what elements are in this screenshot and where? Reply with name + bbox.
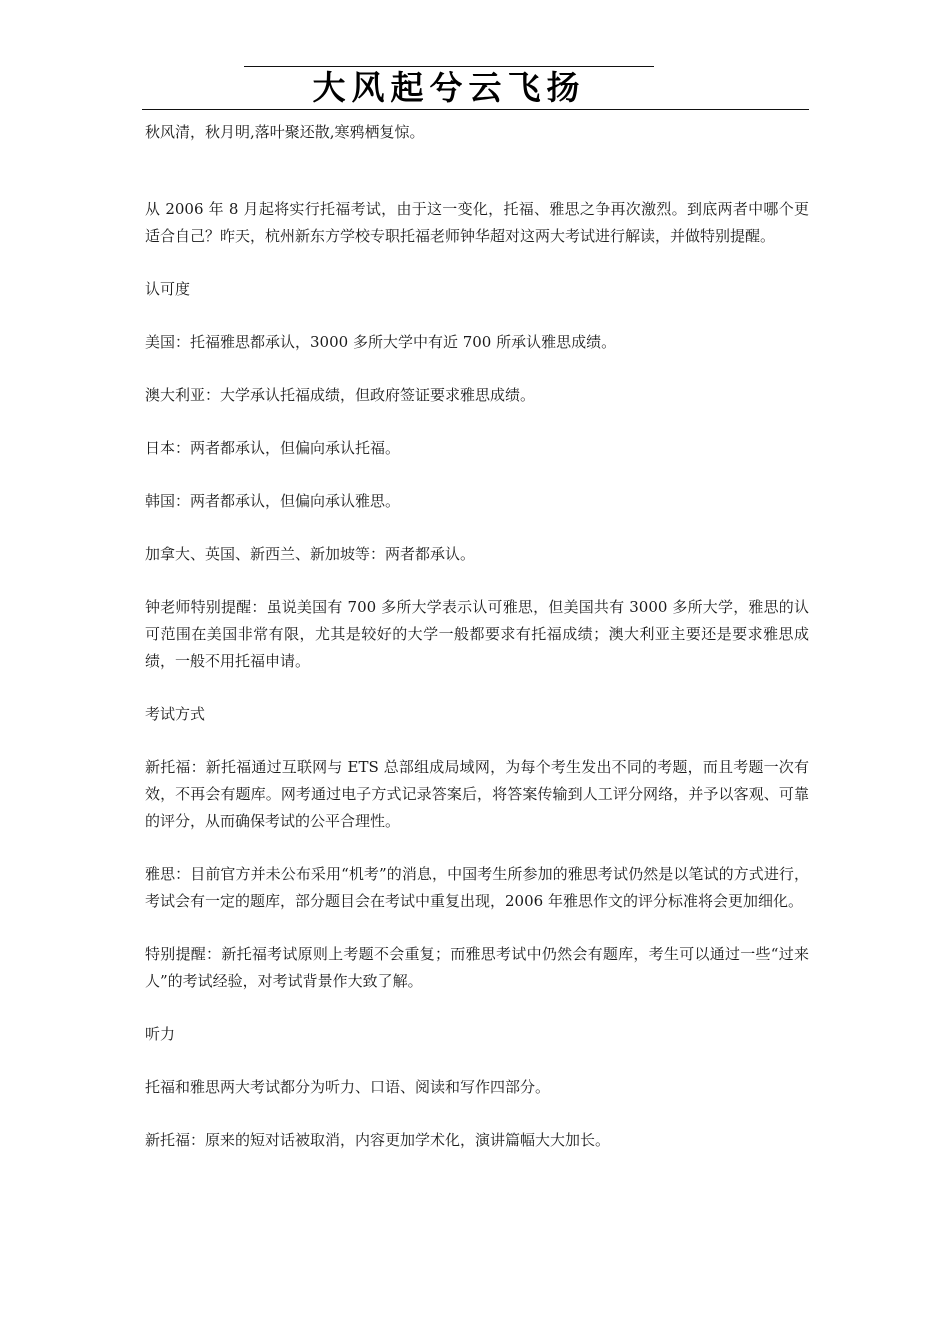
header-bottom-rule bbox=[142, 109, 809, 110]
document-body bbox=[145, 119, 809, 1154]
paragraph-four-parts: 托福和雅思两大考试都分为听力、口语、阅读和写作四部分。 bbox=[145, 1078, 551, 1096]
intro-paragraph: 从 2006 年 8 月起将实行托福考试，由于这一变化，托福、雅思之争再次激烈。到底两者中哪个更适合自己？昨天，杭州新东方学校专职托福老师钟华超对这两大考试进行解读，并做特别提醒。 bbox=[145, 200, 809, 245]
paragraph-usa: 美国：托福雅思都承认，3000 多所大学中有近 700 所承认雅思成绩。 bbox=[145, 333, 617, 351]
paragraph-other-countries: 加拿大、英国、新西兰、新加坡等：两者都承认。 bbox=[145, 545, 476, 563]
paragraph-ielts: 雅思：目前官方并未公布采用“机考”的消息，中国考生所参加的雅思考试仍然是以笔试的方式进行，考试会有一定的题库，部分题目会在考试中重复出现，2006 年雅思作文的评分标准将会更加细化。 bbox=[145, 865, 809, 910]
section-heading-recognition: 认可度 bbox=[145, 280, 191, 298]
paragraph-korea: 韩国：两者都承认，但偏向承认雅思。 bbox=[145, 492, 401, 510]
paragraph-new-toefl-listening: 新托福：原来的短对话被取消，内容更加学术化，演讲篇幅大大加长。 bbox=[145, 1131, 611, 1149]
paragraph-australia: 澳大利亚：大学承认托福成绩，但政府签证要求雅思成绩。 bbox=[145, 386, 536, 404]
section-heading-exam-format: 考试方式 bbox=[145, 705, 206, 723]
paragraph-teacher-reminder: 钟老师特别提醒：虽说美国有 700 多所大学表示认可雅思，但美国共有 3000 多所大学，雅思的认可范围在美国非常有限，尤其是较好的大学一般都要求有托福成绩；澳大利亚主要还是要求雅思成绩，一般不用托福申请。 bbox=[145, 598, 809, 670]
page-header bbox=[0, 0, 950, 112]
subtitle-line: 秋风清，秋月明,落叶聚还散,寒鸦栖复惊。 bbox=[145, 123, 425, 141]
section-heading-listening: 听力 bbox=[145, 1025, 176, 1043]
paragraph-special-reminder: 特别提醒：新托福考试原则上考题不会重复；而雅思考试中仍然会有题库，考生可以通过一些“过来人”的考试经验，对考试背景作大致了解。 bbox=[145, 945, 809, 990]
paragraph-japan: 日本：两者都承认，但偏向承认托福。 bbox=[145, 439, 401, 457]
header-banner-title: 大风起兮云飞扬 bbox=[312, 68, 586, 107]
paragraph-new-toefl: 新托福：新托福通过互联网与 ETS 总部组成局域网，为每个考生发出不同的考题，而且考题一次有效，不再会有题库。网考通过电子方式记录答案后，将答案传输到人工评分网络，并予以客观、可靠的评分，从而确保考试的公平合理性。 bbox=[145, 758, 809, 830]
